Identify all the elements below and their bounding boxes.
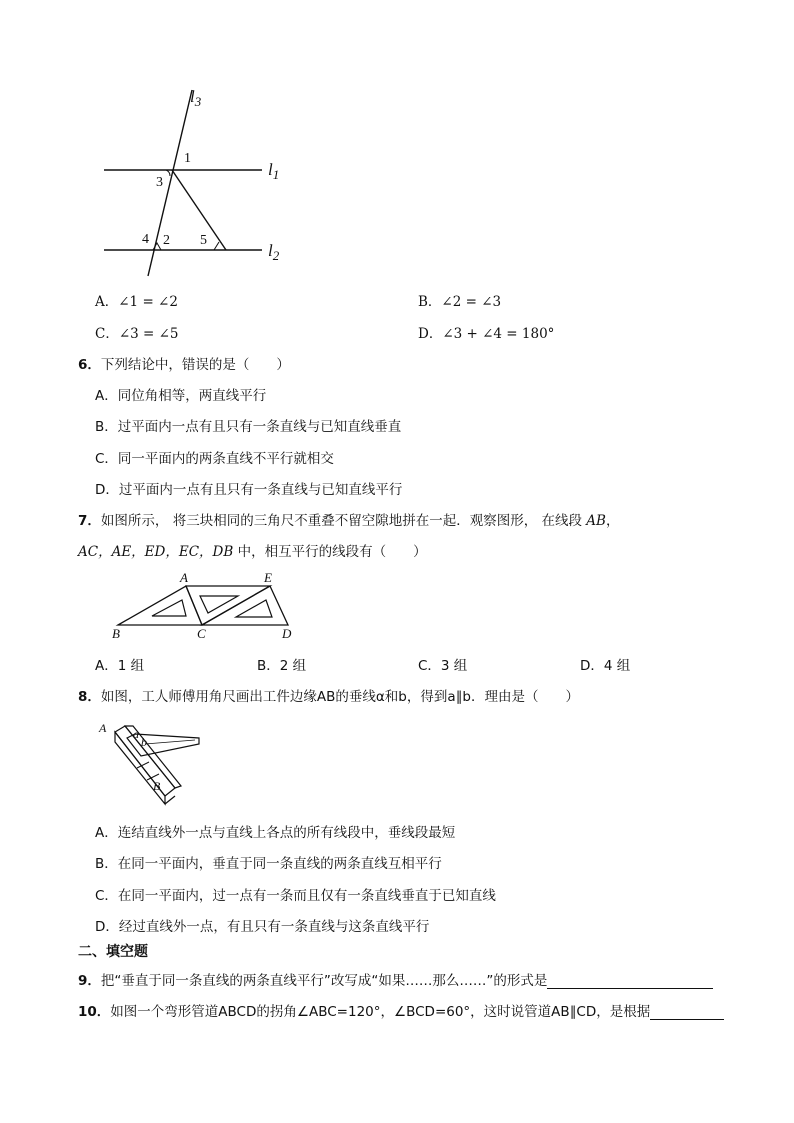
angle-4-label: 4 — [142, 232, 149, 247]
q6-number: 6． — [78, 357, 101, 373]
q6-stem — [78, 353, 290, 373]
angle-2-label: 2 — [163, 233, 170, 248]
q7-text-2: 中，相互平行的线段有（ ） — [237, 544, 427, 560]
q9-text: 把“垂直于同一条直线的两条直线平行”改写成“如果……那么……”的形式是 — [100, 973, 548, 989]
figure-triangles — [108, 570, 308, 642]
q9-stem — [78, 969, 713, 989]
q8-option-a[interactable]: A．连结直线外一点与直线上各点的所有线段中，垂线段最短 — [95, 825, 456, 841]
angle-5-label: 5 — [200, 233, 207, 248]
q7-option-a[interactable]: A．1 组 — [95, 658, 145, 674]
q7-number: 7． — [78, 513, 101, 529]
q7-text-1: 如图所示， 将三块相同的三角尺不重叠不留空隙地拼在一起．观察图形， 在线段 — [100, 513, 582, 529]
q7-option-c[interactable]: C．3 组 — [418, 658, 468, 674]
q7-stem-line1 — [78, 509, 619, 529]
q8-option-c[interactable]: C．在同一平面内，过一点有一条而且仅有一条直线垂直于已知直线 — [95, 888, 496, 904]
q10-stem — [78, 1000, 724, 1020]
q9-number: 9． — [78, 973, 101, 989]
q6-option-a[interactable]: A．同位角相等，两直线平行 — [95, 388, 267, 404]
q8-number: 8． — [78, 689, 101, 705]
q7-label-a: A — [180, 570, 188, 585]
q7-comma: ， — [605, 513, 620, 529]
q10-answer-blank[interactable] — [650, 1005, 724, 1020]
q5-option-a[interactable]: A．∠1 = ∠2 — [95, 294, 178, 310]
q7-label-d: D — [282, 626, 292, 641]
q6-option-c[interactable]: C．同一平面内的两条直线不平行就相交 — [95, 451, 334, 467]
q10-text: 如图一个弯形管道ABCD的拐角∠ABC=120°，∠BCD=60°，这时说管道AB∥CD，是根据 — [110, 1004, 651, 1020]
q8-label-b-point: B — [153, 779, 161, 793]
q9-answer-blank[interactable] — [547, 974, 713, 989]
q7-label-b: B — [112, 626, 120, 641]
figure-workpiece-square — [95, 716, 205, 806]
q8-text: 如图，工人师傅用角尺画出工件边缘AB的垂线α和b，得到a∥b．理由是（ ） — [100, 689, 579, 705]
label-l1: $l_1$ — [268, 160, 280, 182]
q8-stem — [78, 685, 579, 705]
q6-option-b[interactable]: B．过平面内一点有且只有一条直线与已知直线垂直 — [95, 419, 402, 435]
transversal-segment — [172, 170, 226, 250]
q7-option-d[interactable]: D．4 组 — [580, 658, 631, 674]
figure-parallel-lines — [90, 80, 310, 280]
q8-label-a-line: a — [133, 727, 139, 741]
label-l2: $l_2$ — [268, 241, 280, 263]
q6-text: 下列结论中，错误的是（ ） — [100, 357, 290, 373]
q8-option-b[interactable]: B．在同一平面内，垂直于同一条直线的两条直线互相平行 — [95, 856, 442, 872]
angle-3-label: 3 — [156, 175, 163, 190]
q7-seg-ab: AB — [586, 513, 606, 529]
q7-option-b[interactable]: B．2 组 — [257, 658, 307, 674]
q7-label-e: E — [264, 570, 272, 585]
q8-option-d[interactable]: D．经过直线外一点，有且只有一条直线与这条直线平行 — [95, 919, 430, 935]
q7-stem-line2 — [78, 540, 427, 560]
angle-1-label: 1 — [184, 151, 191, 166]
q5-option-c[interactable]: C．∠3 = ∠5 — [95, 326, 179, 342]
q7-label-c: C — [197, 626, 206, 641]
q8-label-a-point: A — [99, 721, 107, 735]
q5-option-b[interactable]: B．∠2 = ∠3 — [418, 294, 502, 310]
label-l3: $l_3$ — [190, 87, 202, 109]
section-fill-in-title: 二、填空题 — [78, 944, 148, 960]
q10-number: 10． — [78, 1004, 111, 1020]
q6-option-d[interactable]: D．过平面内一点有且只有一条直线与已知直线平行 — [95, 482, 403, 498]
q7-segments: AC，AE，ED，EC，DB — [78, 544, 234, 560]
q8-label-b-line: b — [141, 735, 147, 749]
q5-option-d[interactable]: D．∠3 + ∠4 = 180° — [418, 326, 555, 342]
